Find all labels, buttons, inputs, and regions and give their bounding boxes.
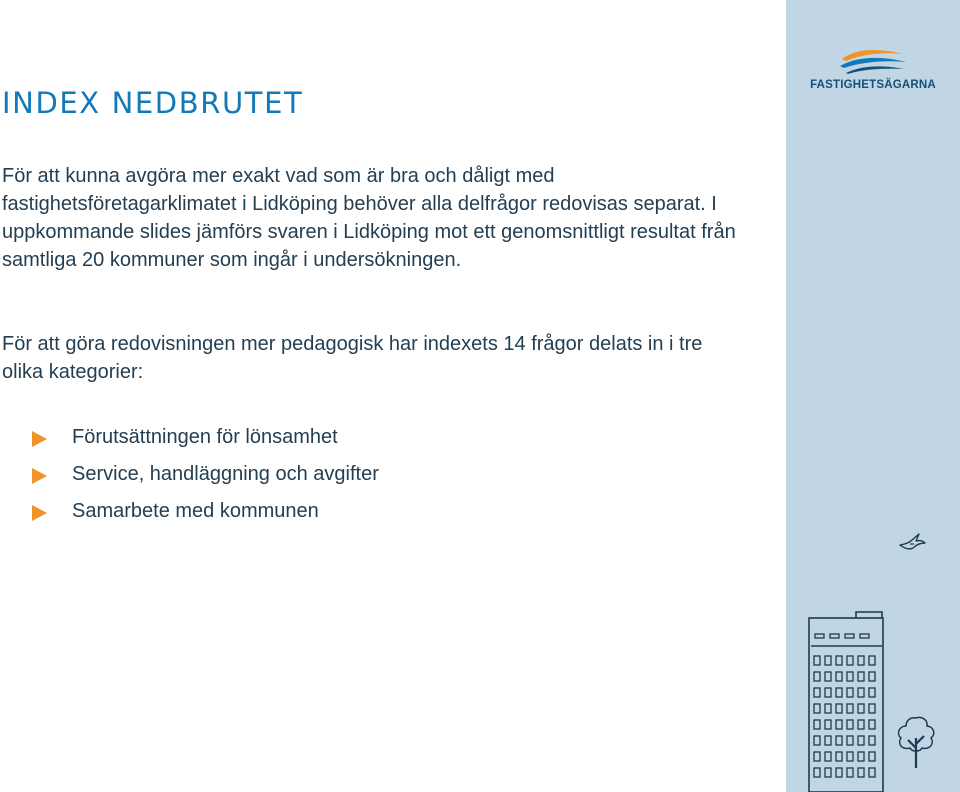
building-window	[869, 704, 875, 713]
building-window	[869, 656, 875, 665]
building-window	[847, 736, 853, 745]
building-window	[858, 656, 864, 665]
sidebar-panel	[786, 0, 960, 792]
building-window	[847, 688, 853, 697]
tree-icon	[894, 714, 938, 770]
logo-text: FASTIGHETSÄGARNA	[810, 79, 936, 91]
arrow-bullet-icon	[32, 431, 47, 447]
building-window	[858, 768, 864, 777]
building-window	[858, 688, 864, 697]
building-window	[825, 752, 831, 761]
building-window	[836, 736, 842, 745]
building-window	[814, 768, 820, 777]
building-window	[825, 704, 831, 713]
building-window	[858, 704, 864, 713]
categories-paragraph: För att göra redovisningen mer pedagogisk har indexets 14 frågor delats in i tre olika kategorier:	[2, 333, 703, 383]
building-window	[869, 688, 875, 697]
building-window	[847, 720, 853, 729]
slide-title: INDEX NEDBRUTET	[2, 86, 304, 120]
building-window	[836, 704, 842, 713]
building-window	[869, 768, 875, 777]
arrow-bullet-icon	[32, 505, 47, 521]
building-window	[814, 720, 820, 729]
building-window	[847, 752, 853, 761]
list-item-label: Samarbete med kommunen	[72, 500, 319, 522]
building-window	[836, 672, 842, 681]
building-window	[814, 752, 820, 761]
building-window	[869, 736, 875, 745]
building-window	[825, 688, 831, 697]
building-window	[847, 704, 853, 713]
building-window	[858, 752, 864, 761]
building-window	[869, 720, 875, 729]
list-item-label: Förutsättningen för lönsamhet	[72, 426, 338, 448]
building-window	[825, 656, 831, 665]
building-window	[858, 720, 864, 729]
building-window	[825, 768, 831, 777]
building-icon	[806, 608, 886, 792]
building-window	[836, 688, 842, 697]
building-window	[858, 736, 864, 745]
building-window	[825, 672, 831, 681]
intro-paragraph: För att kunna avgöra mer exakt vad som är bra och dåligt med fastighetsföretagarklimatet i Lidköping behöver alla delfrågor redovisas separat. I uppkommande slides jämförs svaren i Lidköping mot ett genomsnittligt resultat från samtliga 20 kommuner som ingår i undersökningen.	[2, 165, 736, 271]
building-window	[836, 720, 842, 729]
building-window	[814, 672, 820, 681]
building-window	[869, 752, 875, 761]
building-window	[825, 720, 831, 729]
building-window	[814, 736, 820, 745]
arrow-bullet-icon	[32, 468, 47, 484]
list-item-label: Service, handläggning och avgifter	[72, 463, 379, 485]
building-window	[869, 672, 875, 681]
fastighetsagarna-logo	[808, 46, 938, 96]
building-window	[836, 656, 842, 665]
wave-logo-icon	[838, 46, 908, 76]
building-window	[847, 768, 853, 777]
building-window	[814, 704, 820, 713]
building-window	[814, 656, 820, 665]
bird-icon	[898, 532, 926, 552]
building-window	[858, 672, 864, 681]
building-window	[836, 752, 842, 761]
building-window	[836, 768, 842, 777]
building-window	[847, 672, 853, 681]
building-window	[814, 688, 820, 697]
building-window	[825, 736, 831, 745]
building-window	[847, 656, 853, 665]
